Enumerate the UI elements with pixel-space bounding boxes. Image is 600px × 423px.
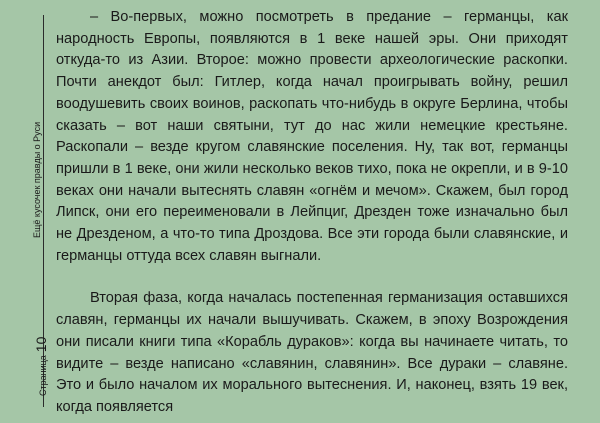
body-text xyxy=(56,7,568,419)
paragraph-2: Вторая фаза, когда началась постепенная германизация оставшихся славян, германцы их начали вышучивать. Скажем, в эпоху Возрождения они писали книги типа «Корабль дураков»: когда вы начинаете читать, то видите – везде написано «славянин, славянин». Все дураки – славяне. Это и было началом их морального вытеснения. И, наконец, взять 19 век, когда появляется xyxy=(56,290,568,415)
page-number: 10 xyxy=(33,336,49,353)
page-number-label xyxy=(33,337,49,396)
running-title: Ещё кусочек правды о Руси xyxy=(32,121,42,238)
page-word: Страница xyxy=(38,355,48,396)
paragraph-1: – Во-первых, можно посмотреть в предание – германцы, как народность Европы, появляются в 1 веке нашей эры. Они приходят откуда-то из Азии. Второе: можно провести археологические раскопки. Почти анекдот был: Гитлер, когда начал проигрывать войну, решил воодушевить своих воинов, раскопать что-нибудь в округе Берлина, чтобы сказать – вот наши святыни, тут до нас жили немецкие крестьяне. Раскопали – везде кругом славянские поселения. Ну, так вот, германцы пришли в 1 веке, они жили несколько веков тихо, пока не окрепли, и в 9-10 веках они начали вытеснять славян «огнём и мечом». Скажем, был город Липск, они его переименовали в Лейпциг, Дрезден тоже изначально был не Дрезденом, а что-то типа Дроздова. Все эти города были славянские, и германцы оттуда всех славян выгнали. xyxy=(56,9,568,264)
